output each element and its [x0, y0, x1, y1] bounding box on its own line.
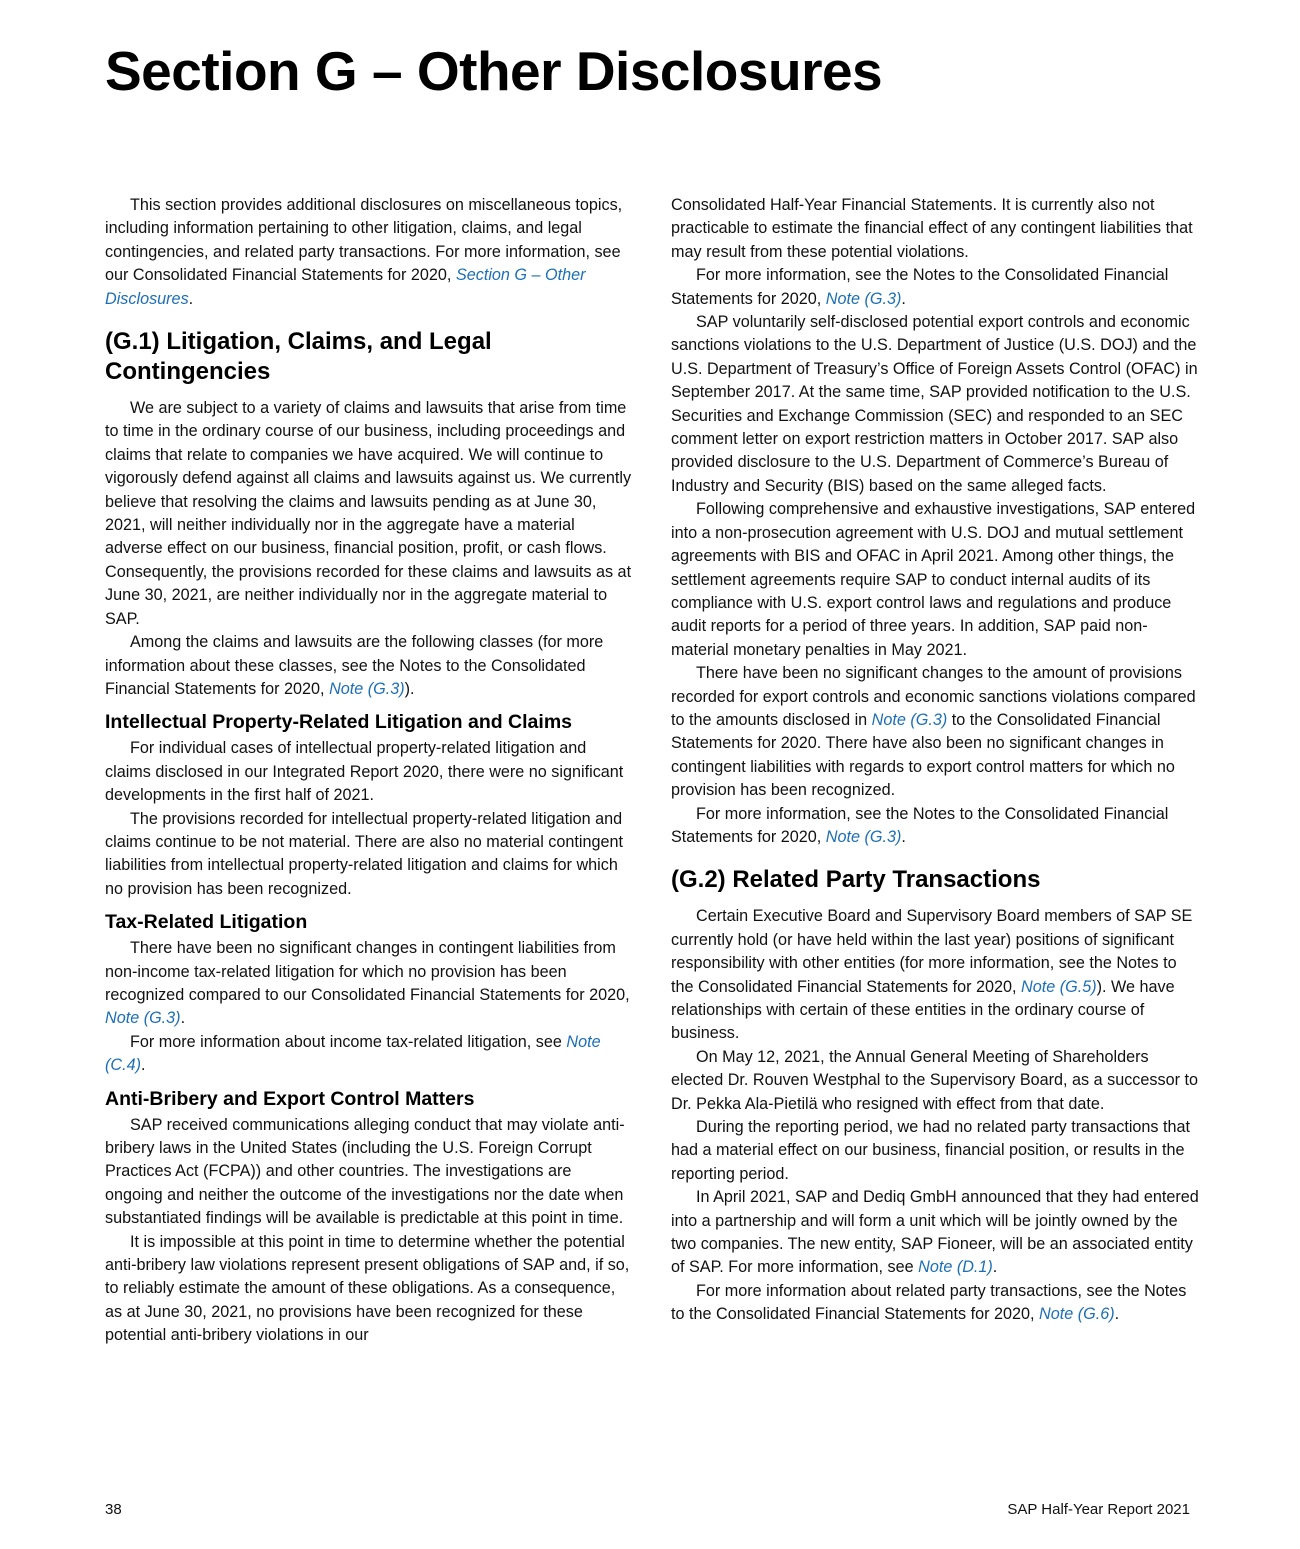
section-g-link[interactable]: Section G – Other Disclosures [105, 266, 586, 308]
tax-paragraph-1: There have been no significant changes in contingent liabilities from non-income tax-related litigation for which no provision has been recognized compared to our Consolidated Financial Statements for 2020, Note (G.3). [105, 939, 630, 1028]
ip-heading: Intellectual Property-Related Litigation and Claims [105, 711, 573, 734]
g2-paragraph-2: On May 12, 2021, the Annual General Meeting of Shareholders elected Dr. Rouven Westphal to the Supervisory Board, as a successor to Dr. Pekka Ala-Pietilä who resigned with effect from that date. [671, 1047, 1198, 1113]
anti-bribery-continued: Consolidated Half-Year Financial Statements. It is currently also not practicable to estimate the financial effect of any contingent liabilities that may result from these potential violations. [671, 196, 1193, 261]
export-controls-paragraph-2: Following comprehensive and exhaustive investigations, SAP entered into a non-prosecution agreement with U.S. DOJ and mutual settlement agreements with BIS and OFAC in April 2021. Among other things, the settlement agreements require SAP to conduct internal audits of its compliance with U.S. export control laws and regulations and produce audit reports for a period of three years. In addition, SAP paid non-material monetary penalties in May 2021. [671, 500, 1196, 659]
export-controls-paragraph-1: SAP voluntarily self-disclosed potential export controls and economic sanctions violations to the U.S. Department of Justice (U.S. DOJ) and the U.S. Department of Treasury’s Office of Foreign Assets Control (OFAC) in September 2017. At the same time, SAP provided notification to the U.S. Securities and Exchange Commission (SEC) and responded to an SEC comment letter on export restriction matters in October 2017. SAP also provided disclosure to the U.S. Department of Commerce’s Bureau of Industry and Security (BIS) based on the same alleged facts. [671, 313, 1198, 495]
note-g6-link[interactable]: Note (G.6) [1039, 1305, 1115, 1324]
anti-bribery-paragraph-2: It is impossible at this point in time to determine whether the potential anti-bribery law violations represent present obligations of SAP and, if so, to reliably estimate the amount of these obligations. As a consequence, as at June 30, 2021, no provisions have been recognized for these potential anti-bribery violations in our [105, 1232, 630, 1345]
note-g3-link[interactable]: Note (G.3) [871, 710, 948, 729]
g1-paragraph-1: We are subject to a variety of claims and lawsuits that arise from time to time in the ordinary course of our business, including proceedings and claims that relate to companies we have acquired. We will continue to vigorously defend against all claims and lawsuits against us. We currently believe that resolving the claims and lawsuits pending as at June 30, 2021, will neither individually nor in the aggregate have a material adverse effect on our business, financial position, profit, or cash flows. Consequently, the provisions recorded for these claims and lawsuits as at June 30, 2021, are neither individually nor in the aggregate material to SAP. [105, 399, 632, 628]
g2-paragraph-5: For more information about related party transactions, see the Notes to the Consolidated Financial Statements for 2020, Note (G.6). [671, 1281, 1187, 1324]
right-column [671, 194, 1199, 1327]
note-c4-link[interactable]: Note (C.4) [105, 1032, 601, 1075]
g2-heading: (G.2) Related Party Transactions [671, 866, 1041, 894]
left-column [105, 194, 633, 1348]
page-number: 38 [105, 1501, 122, 1518]
note-g3-link[interactable]: Note (G.3) [329, 679, 405, 698]
ip-paragraph-2: The provisions recorded for intellectual property-related litigation and claims continue to be not material. There are also no material contingent liabilities from intellectual property-related litigation and claims for which no provision has been recognized. [105, 809, 623, 898]
ip-paragraph-1: For individual cases of intellectual property-related litigation and claims disclosed in our Integrated Report 2020, there were no significant developments in the first half of 2021. [105, 739, 624, 805]
page-title: Section G – Other Disclosures [105, 40, 883, 102]
intro-paragraph: This section provides additional disclosures on miscellaneous topics, including information pertaining to other litigation, claims, and legal contingencies, and related party transactions. For more information, see our Consolidated Financial Statements for 2020, Section G – Other Disclosures. [105, 196, 623, 308]
tax-paragraph-2: For more information about income tax-related litigation, see Note (C.4). [105, 1032, 601, 1075]
note-g3-link[interactable]: Note (G.3) [105, 1009, 181, 1028]
g1-heading: (G.1) Litigation, Claims, and Legal Contingencies [105, 328, 492, 386]
anti-bribery-paragraph-1: SAP received communications alleging conduct that may violate anti-bribery laws in the United States (including the U.S. Foreign Corrupt Practices Act (FCPA)) and other countries. The investigations are ongoing and neither the outcome of the investigations nor the date when substantiated findings will be available is predictable at this point in time. [105, 1115, 625, 1228]
anti-bribery-more-info: For more information, see the Notes to the Consolidated Financial Statements for 2020, Note (G.3). [671, 266, 1169, 308]
tax-heading: Tax-Related Litigation [105, 911, 308, 934]
note-g3-link[interactable]: Note (G.3) [825, 289, 902, 308]
g2-paragraph-3: During the reporting period, we had no related party transactions that had a material effect on our business, financial position, or results in the reporting period. [671, 1118, 1191, 1183]
anti-bribery-heading: Anti-Bribery and Export Control Matters [105, 1087, 475, 1110]
note-g5-link[interactable]: Note (G.5) [1021, 977, 1097, 996]
export-controls-more-info: For more information, see the Notes to the Consolidated Financial Statements for 2020, Note (G.3). [671, 804, 1169, 846]
g2-paragraph-1: Certain Executive Board and Supervisory Board members of SAP SE currently hold (or have held within the last year) positions of significant responsibility with other entities (for more information, see the Notes to the Consolidated Financial Statements for 2020, Note (G.5)). We have relationships with certain of these entities in the ordinary course of business. [671, 907, 1193, 1043]
note-d1-link[interactable]: Note (D.1) [918, 1258, 993, 1277]
export-controls-paragraph-3: There have been no significant changes to the amount of provisions recorded for export controls and economic sanctions violations compared to the amounts disclosed in Note (G.3) to the Consolidated Financial Statements for 2020. There have also been no significant changes in contingent liabilities with regards to export control matters for which no provision has been recognized. [671, 664, 1196, 800]
note-g3-link[interactable]: Note (G.3) [825, 827, 902, 846]
report-name: SAP Half-Year Report 2021 [1007, 1501, 1190, 1518]
g1-paragraph-2: Among the claims and lawsuits are the following classes (for more information about these classes, see the Notes to the Consolidated Financial Statements for 2020, Note (G.3)). [105, 633, 604, 698]
g2-paragraph-4: In April 2021, SAP and Dediq GmbH announced that they had entered into a partnership and will form a unit which will be jointly owned by the two companies. The new entity, SAP Fioneer, will be an associated entity of SAP. For more information, see Note (D.1). [671, 1188, 1199, 1277]
